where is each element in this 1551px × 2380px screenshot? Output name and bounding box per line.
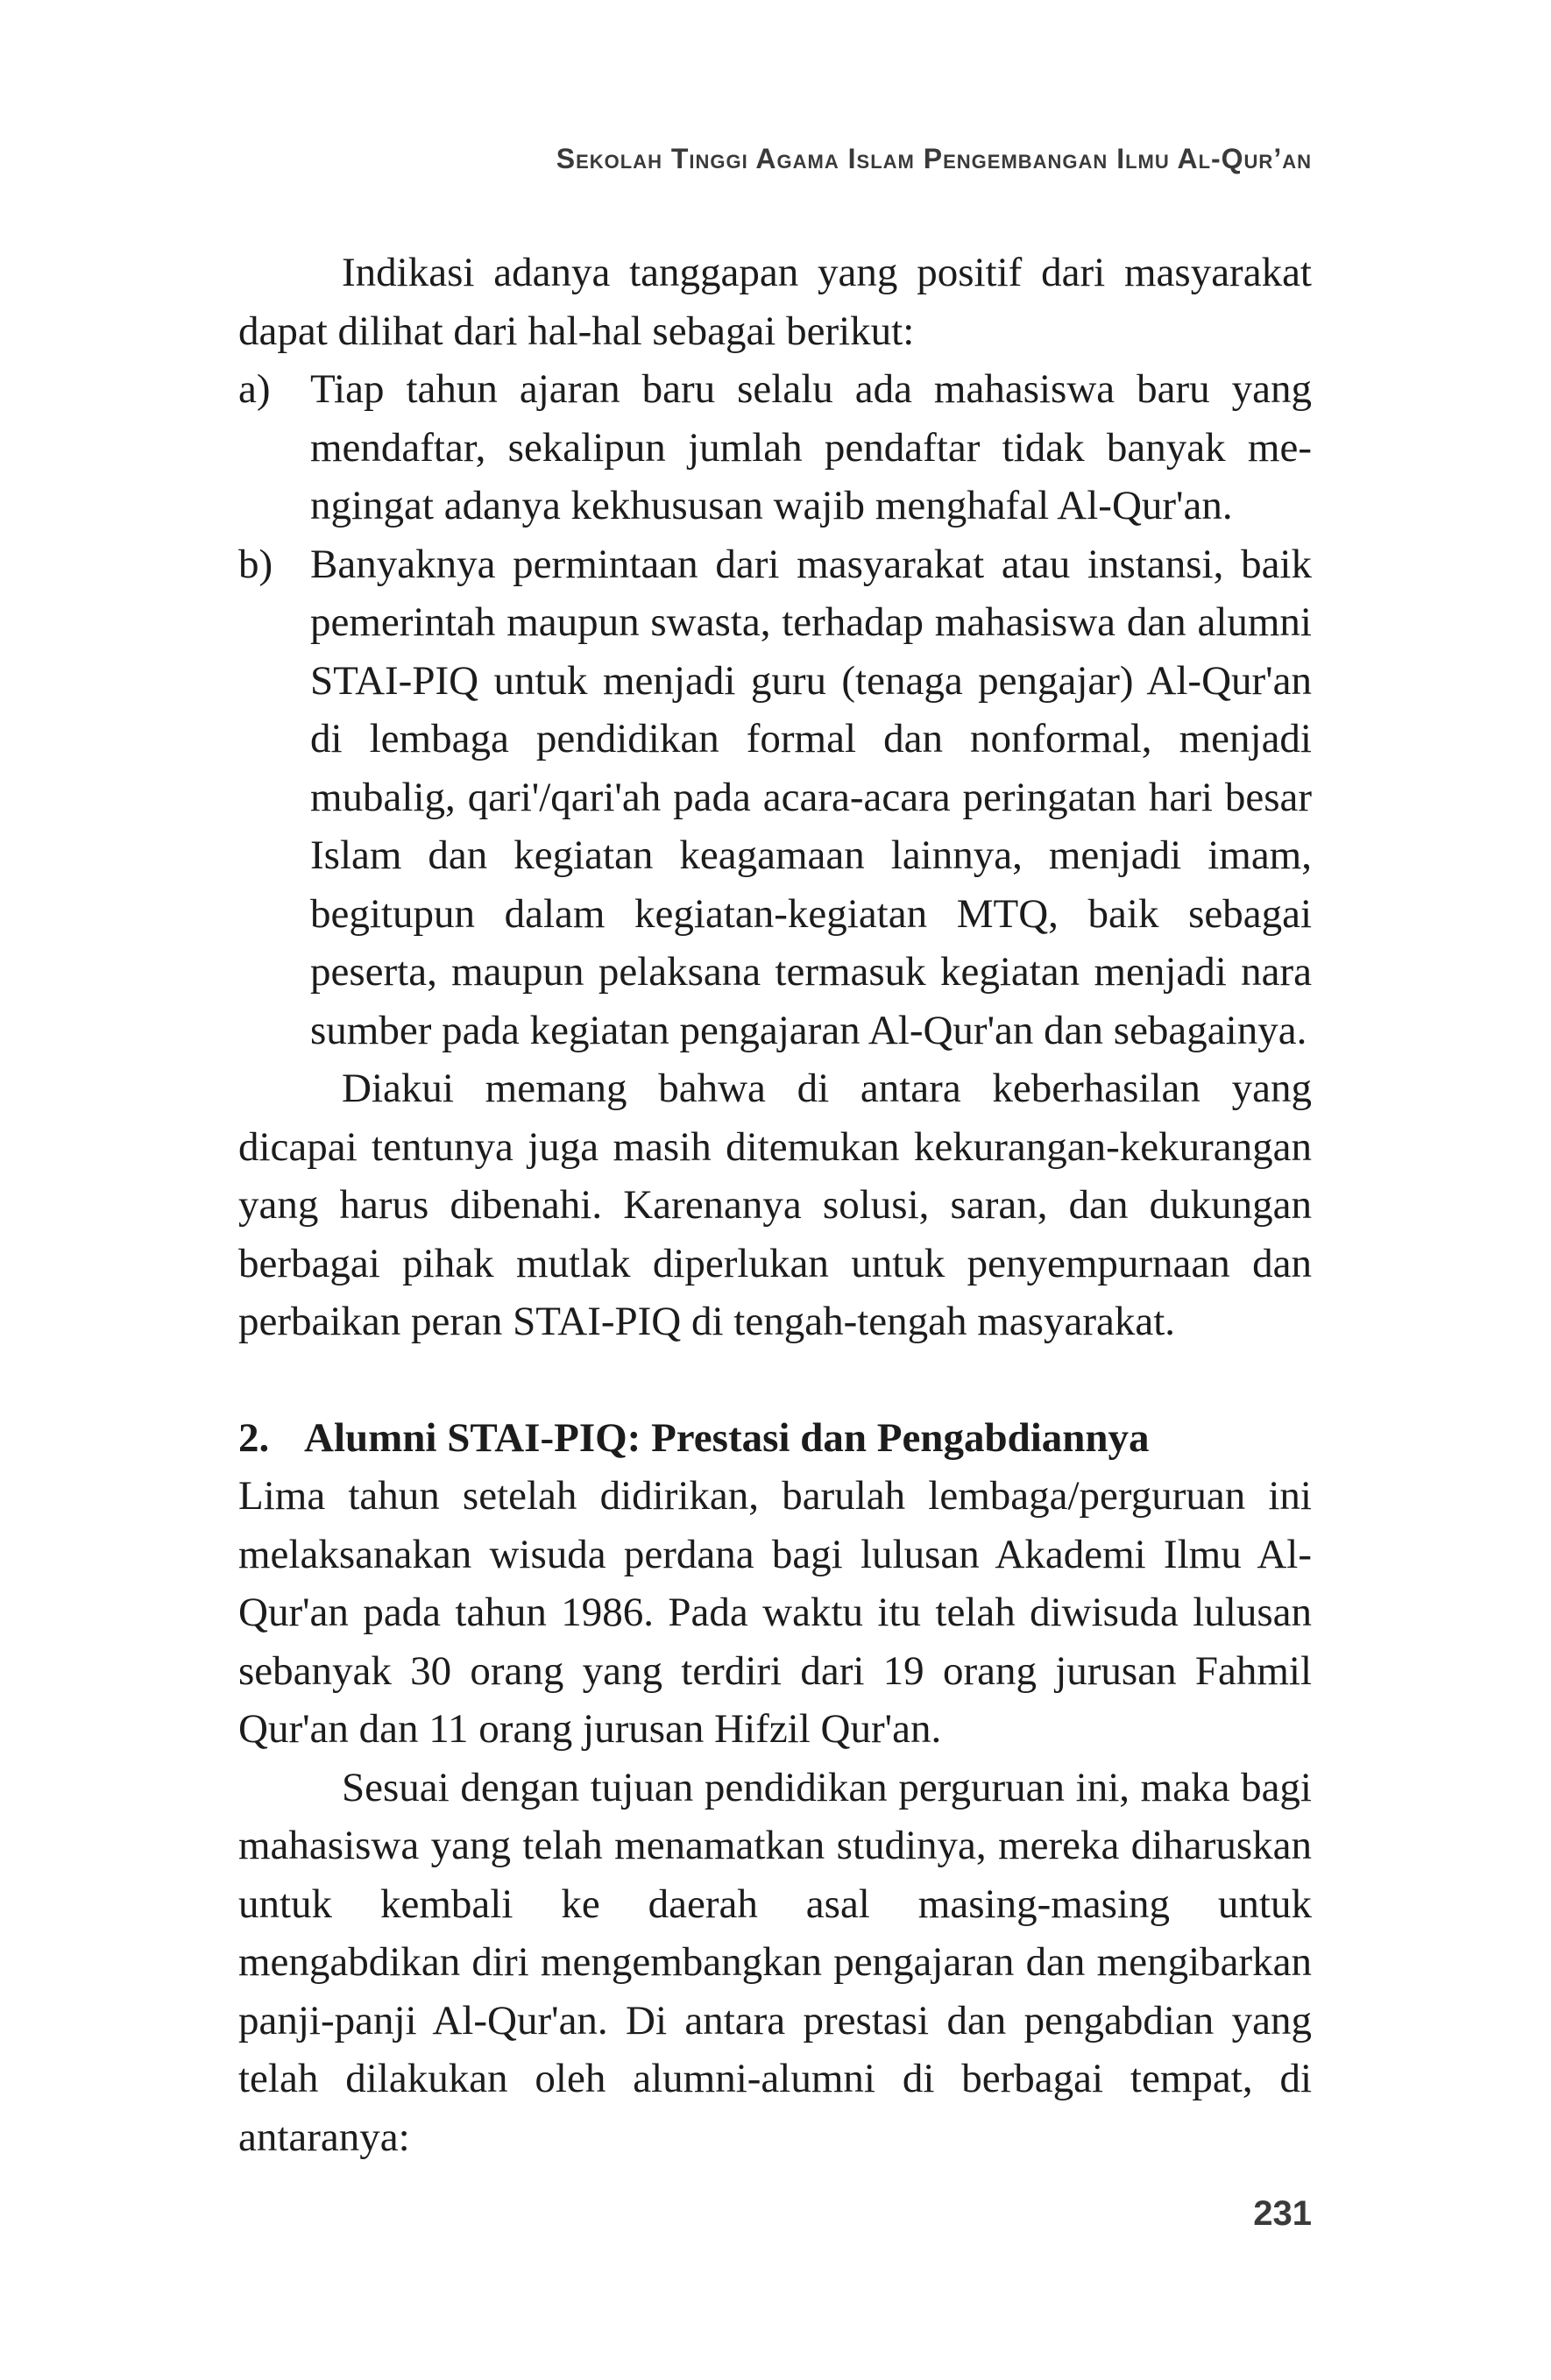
section-heading	[238, 1409, 1312, 1468]
section-title: Alumni STAI-PIQ: Prestasi dan Pengabdiannya	[304, 1414, 1150, 1461]
list-marker: a)	[238, 366, 271, 412]
intro-paragraph: Indikasi adanya tanggapan yang positif dari masyarakat dapat dilihat dari hal-hal sebagai berikut:	[238, 250, 1312, 354]
paragraph-shortcomings: Diakui memang bahwa di antara keberhasilan yang dicapai tentunya juga masih ditemukan kekurangan-kekurangan yang harus dibenahi. Karenanya solusi, saran, dan dukungan berbagai pihak mutlak diperlukan untuk penyempurnaan dan perbaikan peran STAI-PIQ di tengah-tengah masyarakat.	[238, 1066, 1312, 1344]
paragraph-first-graduation: Lima tahun setelah didirikan, barulah lembaga/perguruan ini melaksanakan wisuda perdana bagi lulusan Akademi Ilmu Al-Qur'an pada tahun 1986. Pada waktu itu telah diwisuda lulusan sebanyak 30 orang yang terdiri dari 19 orang jurusan Fahmil Qur'an dan 11 orang jurusan Hifzil Qur'an.	[238, 1473, 1312, 1752]
section-number: 2.	[238, 1414, 270, 1461]
list-item	[238, 535, 1312, 1060]
list-item-text: Banyaknya permintaan dari masyarakat atau instansi, baik pemerintah maupun swasta, terhadap mahasiswa dan alumni STAI-PIQ untuk menjadi guru (tenaga pengajar) Al-Qur'an di lembaga pendidikan formal dan nonformal, menjadi mubalig, qari'/qari'ah pada acara-acara peringatan hari besar Islam dan kegiatan keagamaan lainnya, menjadi imam, begitupun dalam kegiatan-kegiatan MTQ, baik sebagai peserta, maupun pelaksana termasuk kegiatan menjadi nara sumber pada kegiatan pengajaran Al-Qur'an dan sebagainya.	[310, 541, 1312, 1053]
page-number: 231	[1253, 2194, 1312, 2233]
body-text	[238, 244, 1312, 2166]
list-item	[238, 360, 1312, 535]
list-item-text: Tiap tahun ajaran baru selalu ada mahasiswa baru yang mendaftar, sekalipun jumlah pendaftar tidak banyak mengingat adanya kekhususan wajib menghafal Al-Qur'an.	[310, 366, 1312, 528]
paragraph-alumni-service: Sesuai dengan tujuan pendidikan perguruan ini, maka bagi mahasiswa yang telah menamatkan studinya, mereka diharuskan untuk kembali ke daerah asal masing-masing untuk mengabdikan diri mengembangkan pengajaran dan mengibarkan panji-panji Al-Qur'an. Di antara prestasi dan pengabdian yang telah dilakukan oleh alumni-alumni di berbagai tempat, di antaranya:	[238, 1764, 1312, 2160]
list-marker: b)	[238, 541, 273, 587]
running-header: Sekolah Tinggi Agama Islam Pengembangan Ilmu Al-Qur’an	[556, 143, 1312, 174]
